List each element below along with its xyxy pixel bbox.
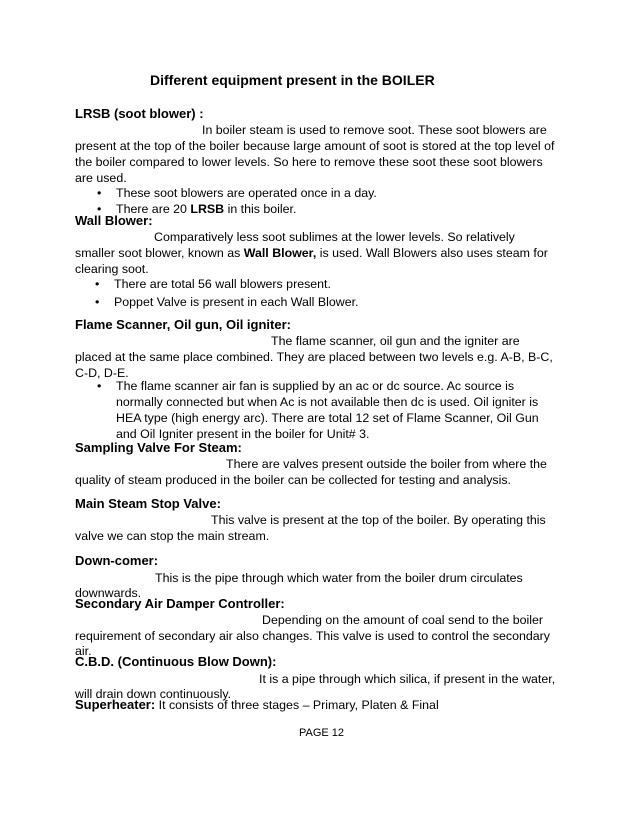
main-steam-line-2: valve we can stop the main stream. xyxy=(75,529,270,543)
flame-heading: Flame Scanner, Oil gun, Oil igniter: xyxy=(75,317,291,332)
flame-bullet-line-1: The flame scanner air fan is supplied by an ac or dc source. Ac source is xyxy=(116,379,515,393)
sampling-heading: Sampling Valve For Steam: xyxy=(75,440,242,455)
downcomer-line-2: downwards. xyxy=(75,586,142,600)
flame-line-3: C-D, D-E. xyxy=(75,366,129,380)
page-title: Different equipment present in the BOILER xyxy=(150,72,435,88)
flame-bullet-line-3: HEA type (high energy arc). There are total 12 set of Flame Scanner, Oil Gun xyxy=(116,411,539,425)
secondary-line-3: air. xyxy=(75,644,92,658)
secondary-heading: Secondary Air Damper Controller: xyxy=(75,596,285,611)
bullet-icon: • xyxy=(95,277,100,291)
lrsb-line-3: the boiler compared to lower levels. So here to remove these soot these soot blowers xyxy=(75,155,543,169)
flame-line-1: The flame scanner, oil gun and the igniter are xyxy=(271,334,520,348)
flame-line-2: placed at the same place combined. They are placed between two levels e.g. A-B, B-C, xyxy=(75,350,553,364)
lrsb-bullet-1: These soot blowers are operated once in a day. xyxy=(116,186,377,200)
wall-bullet-2: Poppet Valve is present in each Wall Blower. xyxy=(114,295,359,309)
bullet-icon: • xyxy=(95,295,100,309)
lrsb-line-4: are used. xyxy=(75,171,127,185)
wall-blower-heading: Wall Blower: xyxy=(75,213,153,228)
wall-line-3: clearing soot. xyxy=(75,262,149,276)
superheater-line: Superheater: It consists of three stages – Primary, Platen & Final xyxy=(75,697,439,712)
page-number: PAGE 12 xyxy=(299,727,345,739)
flame-bullet-line-2: normally connected but when Ac is not available then dc is used. Oil igniter is xyxy=(116,395,539,409)
lrsb-line-1: In boiler steam is used to remove soot. These soot blowers are xyxy=(202,123,547,137)
sampling-line-1: There are valves present outside the boiler from where the xyxy=(226,457,547,471)
superheater-heading: Superheater: xyxy=(75,697,156,712)
sampling-line-2: quality of steam produced in the boiler can be collected for testing and analysis. xyxy=(75,473,511,487)
secondary-line-2: requirement of secondary air also changes. This valve is used to control the secondary xyxy=(75,629,551,643)
cbd-line-2: will drain down continuously. xyxy=(75,687,232,701)
main-steam-line-1: This valve is present at the top of the boiler. By operating this xyxy=(211,513,546,527)
secondary-line-1: Depending on the amount of coal send to the boiler xyxy=(262,613,544,627)
wall-line-1: Comparatively less soot sublimes at the lower levels. So relatively xyxy=(154,230,515,244)
cbd-line-1: It is a pipe through which silica, if present in the water, xyxy=(259,672,556,686)
downcomer-heading: Down-comer: xyxy=(75,553,159,568)
lrsb-line-2: present at the top of the boiler because large amount of soot is stored at the top level of xyxy=(75,139,555,153)
wall-bullet-1: There are total 56 wall blowers present. xyxy=(114,277,331,291)
bullet-icon: • xyxy=(97,202,102,216)
downcomer-line-1: This is the pipe through which water from the boiler drum circulates xyxy=(155,571,523,585)
flame-bullet-line-4: and Oil Igniter present in the boiler for Unit# 3. xyxy=(116,427,370,441)
bullet-icon: • xyxy=(97,379,102,393)
lrsb-bullet-2: There are 20 LRSB in this boiler. xyxy=(116,202,297,216)
bullet-icon: • xyxy=(97,186,102,200)
cbd-heading: C.B.D. (Continuous Blow Down): xyxy=(75,654,277,669)
lrsb-heading: LRSB (soot blower) : xyxy=(75,106,204,121)
main-steam-heading: Main Steam Stop Valve: xyxy=(75,496,221,511)
wall-line-2: smaller soot blower, known as Wall Blower, is used. Wall Blowers also uses steam for xyxy=(75,246,548,260)
